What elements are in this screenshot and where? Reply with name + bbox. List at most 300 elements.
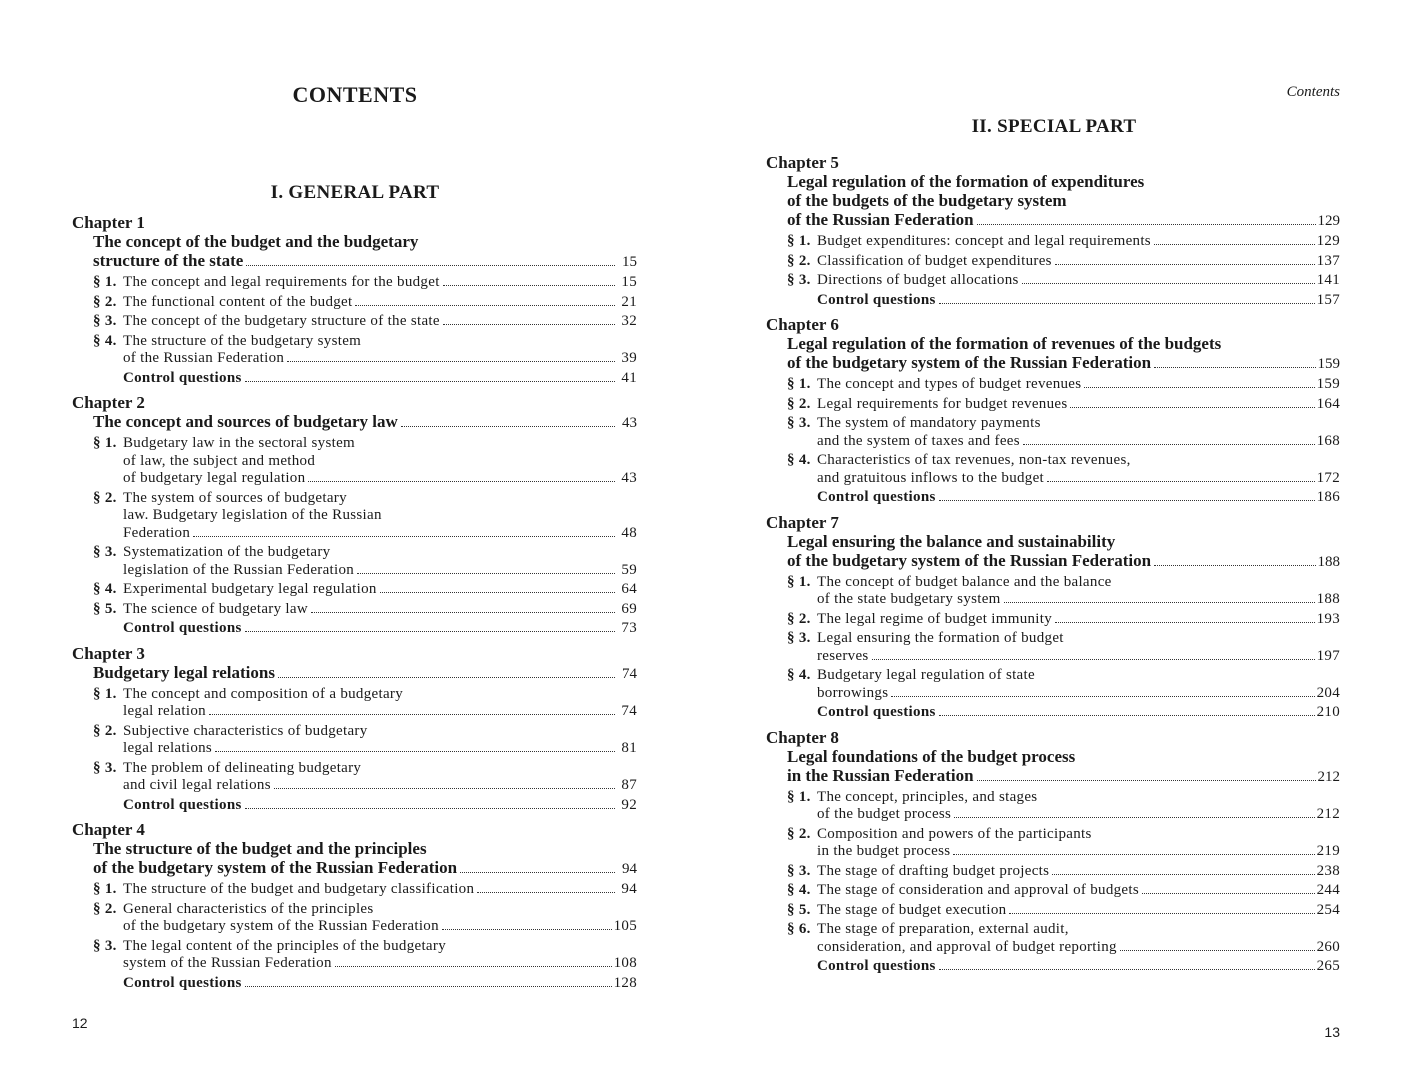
section-entry — [766, 882, 1340, 900]
section-number: § 1. — [93, 881, 117, 897]
toc-line: Legal regulation of the formation of revenues of the budgets — [787, 334, 1222, 353]
section-entry — [766, 376, 1340, 394]
dot-leader — [460, 872, 615, 873]
section-entry — [766, 630, 1340, 665]
dot-leader — [1047, 481, 1315, 482]
dot-leader — [443, 285, 615, 286]
toc-line: Budgetary law in the sectoral system — [123, 435, 355, 451]
toc-line: The concept of budget balance and the balance — [817, 573, 1112, 590]
running-head: Contents — [1286, 84, 1340, 100]
toc-line-text: of the budget process — [817, 806, 952, 822]
toc-line-last — [817, 958, 1340, 976]
page-ref: 212 — [1317, 768, 1340, 785]
chapter-title — [72, 412, 637, 433]
dot-leader — [335, 966, 612, 967]
toc-line: The system of mandatory payments — [817, 415, 1041, 431]
dot-leader — [954, 817, 1314, 818]
toc-line-last — [817, 433, 1340, 451]
toc-line-last — [817, 376, 1340, 394]
toc-line: The system of sources of budgetary — [123, 489, 347, 506]
section-entry — [72, 581, 637, 599]
section-entry — [766, 863, 1340, 881]
toc-line-text: The concept and legal requirements for the budget — [123, 274, 440, 290]
toc-line-last — [123, 581, 637, 599]
toc-line: law. Budgetary legislation of the Russian — [123, 507, 382, 523]
page-ref: 64 — [621, 581, 637, 597]
page-ref: 188 — [1317, 553, 1340, 570]
section-number: § 2. — [93, 900, 117, 917]
toc-line-text: Directions of budget allocations — [817, 272, 1019, 288]
chapter-title — [766, 172, 1340, 231]
toc-line-last — [123, 797, 637, 815]
toc-line-text: legal relations — [123, 740, 213, 756]
section-entry — [766, 902, 1340, 920]
section-entry — [72, 686, 637, 721]
section-number: § 4. — [93, 332, 117, 349]
toc-line-last — [817, 843, 1340, 861]
toc-line-last — [123, 370, 637, 388]
dot-leader — [380, 592, 615, 593]
section-entry — [766, 611, 1340, 629]
toc-line-text: and civil legal relations — [123, 777, 271, 793]
page-ref: 73 — [621, 620, 637, 636]
page-ref: 48 — [621, 524, 637, 541]
toc-line-text: of budgetary legal regulation — [123, 470, 306, 486]
page-ref: 129 — [1316, 233, 1340, 249]
toc-line: Budgetary legal regulation of state — [817, 667, 1035, 683]
page-ref: 212 — [1316, 806, 1340, 822]
control-questions-entry — [766, 489, 1340, 507]
section-number: § 5. — [93, 600, 117, 617]
section-entry — [766, 921, 1340, 956]
dot-leader — [1023, 444, 1315, 445]
toc-line: Composition and powers of the participants — [817, 825, 1092, 842]
chapter-block — [72, 644, 637, 815]
toc-line-last — [93, 858, 637, 879]
toc-line: Legal foundations of the budget process — [787, 746, 1076, 766]
dot-leader — [939, 715, 1315, 716]
toc-line: The structure of the budgetary system — [123, 332, 362, 349]
toc-line-last — [123, 294, 637, 312]
page-number-left: 12 — [72, 1015, 88, 1031]
section-number: § 2. — [787, 395, 811, 412]
chapter-block — [766, 513, 1340, 722]
chapter-number: Chapter 8 — [766, 727, 839, 747]
section-number: § 1. — [93, 435, 117, 451]
toc-line-text: Control questions — [817, 704, 936, 720]
section-entry — [72, 544, 637, 579]
toc-line-text: structure of the state — [93, 251, 244, 270]
toc-line-text: Control questions — [817, 291, 936, 308]
dot-leader — [443, 324, 615, 325]
section-number: § 2. — [93, 722, 117, 739]
dot-leader — [891, 696, 1314, 697]
toc-line-text: of the Russian Federation — [123, 350, 285, 366]
section-entry — [72, 313, 637, 331]
dot-leader — [245, 986, 612, 987]
toc-line-last — [817, 233, 1340, 251]
dot-leader — [1055, 264, 1315, 265]
toc-line-text: The concept of the budgetary structure of the state — [123, 313, 440, 329]
chapter-number: Chapter 7 — [766, 512, 839, 532]
toc-line: The structure of the budget and the principles — [93, 839, 427, 858]
dot-leader — [308, 481, 615, 482]
toc-line-text: consideration, and approval of budget reporting — [817, 938, 1117, 955]
toc-line-text: and the system of taxes and fees — [817, 432, 1020, 449]
toc-line-text: borrowings — [817, 684, 889, 701]
page-ref: 172 — [1316, 469, 1340, 486]
dot-leader — [442, 929, 612, 930]
control-questions-entry — [72, 370, 637, 388]
chapter-block — [72, 393, 637, 638]
section-entry — [766, 789, 1340, 824]
toc-line-text: The functional content of the budget — [123, 293, 353, 310]
section-entry — [766, 396, 1340, 414]
dot-leader — [1084, 387, 1314, 388]
toc-line-text: of the budgetary system of the Russian Federation — [93, 858, 458, 877]
section-entry — [72, 723, 637, 758]
section-number: § 1. — [93, 685, 117, 702]
toc-line-text: Control questions — [123, 796, 242, 813]
toc-line-last — [817, 685, 1340, 703]
section-number: § 2. — [787, 825, 811, 842]
section-entry — [72, 601, 637, 619]
page-ref: 39 — [621, 350, 637, 366]
page-ref: 69 — [621, 600, 637, 617]
toc-line-last — [817, 396, 1340, 414]
dot-leader — [355, 305, 615, 306]
section-number: § 3. — [787, 862, 811, 879]
toc-line-text: Classification of budget expenditures — [817, 252, 1052, 269]
toc-line-last — [123, 470, 637, 488]
page-ref: 87 — [621, 777, 637, 793]
toc-line: Characteristics of tax revenues, non-tax revenues, — [817, 452, 1131, 468]
page-ref: 128 — [613, 974, 637, 991]
toc-line-text: in the budget process — [817, 843, 951, 859]
section-number: § 1. — [787, 573, 811, 590]
control-questions-entry — [766, 292, 1340, 310]
toc-line: of the budgets of the budgetary system — [787, 191, 1067, 210]
dot-leader — [872, 659, 1315, 660]
page-ref: 210 — [1316, 704, 1340, 720]
page-ref: 81 — [621, 740, 637, 756]
toc-line: The concept and composition of a budgetary — [123, 685, 404, 702]
section-number: § 3. — [787, 272, 811, 288]
toc-line-last — [817, 863, 1340, 881]
chapter-number: Chapter 3 — [72, 643, 145, 663]
toc-line-last — [787, 766, 1340, 787]
dot-leader — [287, 361, 615, 362]
toc-line: The problem of delineating budgetary — [123, 759, 362, 776]
dot-leader — [977, 780, 1316, 781]
page-ref: 159 — [1317, 356, 1340, 372]
toc-line-text: Budget expenditures: concept and legal requirements — [817, 233, 1151, 249]
toc-line-text: Experimental budgetary legal regulation — [123, 581, 377, 597]
toc-line-last — [123, 955, 637, 973]
section-number: § 3. — [93, 313, 117, 329]
toc-line-last — [817, 611, 1340, 629]
toc-line-last — [817, 470, 1340, 488]
page-ref: 219 — [1316, 843, 1340, 859]
part-title-general: I. GENERAL PART — [270, 182, 440, 203]
toc-line-text: Control questions — [817, 489, 936, 505]
page-ref: 32 — [621, 313, 637, 329]
section-entry — [766, 253, 1340, 271]
dot-leader — [1154, 367, 1315, 368]
toc-line-last — [817, 253, 1340, 271]
chapter-title — [72, 839, 637, 879]
right-page — [704, 0, 1408, 1080]
page-ref: 204 — [1316, 684, 1340, 701]
chapter-block — [766, 315, 1340, 507]
toc-line-text: reserves — [817, 647, 869, 664]
chapter-title — [766, 334, 1340, 374]
toc-line-last — [123, 350, 637, 368]
section-entry — [766, 826, 1340, 861]
toc-line-text: Control questions — [123, 974, 242, 991]
toc-line-last — [123, 562, 637, 580]
page-ref: 265 — [1316, 958, 1340, 974]
toc-left — [72, 213, 637, 992]
page-ref: 164 — [1316, 395, 1340, 412]
section-number: § 1. — [787, 233, 811, 249]
chapter-number: Chapter 5 — [766, 153, 839, 172]
page-ref: 43 — [621, 470, 637, 486]
dot-leader — [246, 265, 615, 266]
toc-line-text: Federation — [123, 524, 191, 541]
page-ref: 129 — [1317, 213, 1340, 229]
chapter-title — [72, 232, 637, 272]
page-ref: 15 — [622, 254, 637, 270]
section-entry — [72, 760, 637, 795]
chapter-title — [766, 532, 1340, 572]
page-ref: 254 — [1316, 901, 1340, 918]
section-entry — [72, 881, 637, 899]
section-entry — [766, 574, 1340, 609]
toc-line-last — [123, 620, 637, 638]
toc-line-last — [787, 551, 1340, 572]
toc-line-last — [817, 489, 1340, 507]
toc-line-last — [123, 740, 637, 758]
toc-line: The legal content of the principles of the budgetary — [123, 937, 446, 954]
toc-line-last — [817, 272, 1340, 290]
page-number-right: 13 — [1324, 1024, 1340, 1040]
page-ref: 108 — [613, 955, 637, 971]
section-number: § 5. — [787, 901, 811, 918]
toc-line-text: Legal requirements for budget revenues — [817, 395, 1068, 412]
page-ref: 92 — [621, 796, 637, 813]
page-ref: 193 — [1316, 610, 1340, 627]
dot-leader — [209, 714, 615, 715]
chapter-number: Chapter 4 — [72, 820, 145, 839]
toc-line: Legal regulation of the formation of expenditures — [787, 172, 1145, 191]
chapter-block — [72, 213, 637, 387]
section-number: § 4. — [787, 882, 811, 898]
toc-line-last — [123, 975, 637, 993]
toc-line-last — [123, 918, 637, 936]
control-questions-entry — [72, 797, 637, 815]
dot-leader — [357, 573, 615, 574]
control-questions-entry — [766, 958, 1340, 976]
dot-leader — [278, 677, 615, 678]
section-entry — [766, 452, 1340, 487]
section-entry — [766, 667, 1340, 702]
toc-line-text: Control questions — [817, 958, 936, 974]
toc-line-text: The concept and sources of budgetary law — [93, 412, 398, 431]
toc-line-last — [123, 274, 637, 292]
section-entry — [766, 272, 1340, 290]
dot-leader — [1004, 602, 1315, 603]
toc-line: Systematization of the budgetary — [123, 544, 331, 560]
dot-leader — [939, 969, 1315, 970]
dot-leader — [1009, 913, 1314, 914]
section-entry — [72, 274, 637, 292]
part-title-special: II. SPECIAL PART — [971, 116, 1137, 137]
toc-line-last — [93, 663, 637, 684]
page-ref: 260 — [1316, 938, 1340, 955]
dot-leader — [939, 303, 1315, 304]
section-number: § 1. — [93, 274, 117, 290]
toc-line: The concept of the budget and the budgetary — [93, 232, 419, 251]
chapter-title — [72, 663, 637, 684]
toc-line-last — [817, 882, 1340, 900]
toc-line-text: of the state budgetary system — [817, 591, 1001, 607]
chapter-number: Chapter 6 — [766, 315, 839, 334]
section-number: § 1. — [787, 376, 811, 392]
control-questions-entry — [766, 704, 1340, 722]
section-number: § 4. — [93, 581, 117, 597]
section-entry — [72, 333, 637, 368]
section-number: § 6. — [787, 921, 811, 937]
page-ref: 141 — [1316, 272, 1340, 288]
toc-line: Legal ensuring the formation of budget — [817, 630, 1064, 646]
toc-line: Subjective characteristics of budgetary — [123, 722, 368, 739]
page-ref: 105 — [613, 918, 637, 934]
chapter-block — [766, 728, 1340, 976]
section-number: § 4. — [787, 667, 811, 683]
toc-line-text: legislation of the Russian Federation — [123, 561, 355, 578]
dot-leader — [1055, 622, 1315, 623]
toc-line-text: The stage of budget execution — [817, 901, 1007, 918]
page-ref: 137 — [1316, 252, 1340, 269]
toc-line-text: The concept and types of budget revenues — [817, 376, 1082, 392]
dot-leader — [477, 892, 615, 893]
chapter-number: Chapter 1 — [72, 213, 145, 232]
section-number: § 2. — [93, 293, 117, 310]
toc-line-text: of the budgetary system of the Russian Federation — [123, 918, 439, 934]
page-ref: 94 — [622, 861, 637, 877]
toc-line-last — [817, 939, 1340, 957]
control-questions-entry — [72, 620, 637, 638]
toc-line-last — [93, 412, 637, 433]
dot-leader — [1142, 893, 1315, 894]
toc-line-last — [123, 525, 637, 543]
dot-leader — [245, 381, 615, 382]
toc-line-text: of the budgetary system of the Russian Federation — [787, 353, 1152, 372]
toc-line: The stage of preparation, external audit, — [817, 921, 1069, 937]
toc-line-text: and gratuitous inflows to the budget — [817, 469, 1045, 486]
chapter-block — [766, 153, 1340, 309]
toc-line-last — [817, 902, 1340, 920]
toc-line-text: The science of budgetary law — [123, 600, 308, 617]
section-entry — [72, 294, 637, 312]
toc-line-text: The stage of drafting budget projects — [817, 862, 1050, 879]
toc-line-last — [123, 313, 637, 331]
dot-leader — [1154, 565, 1315, 566]
toc-line-last — [817, 806, 1340, 824]
toc-line-text: legal relation — [123, 703, 206, 719]
page-ref: 59 — [621, 561, 637, 578]
dot-leader — [215, 751, 615, 752]
toc-line-last — [787, 353, 1340, 374]
page-ref: 188 — [1316, 591, 1340, 607]
section-entry — [766, 233, 1340, 251]
toc-line-last — [787, 210, 1340, 231]
page-ref: 74 — [621, 703, 637, 719]
dot-leader — [1022, 283, 1315, 284]
toc-line-text: Control questions — [123, 369, 242, 386]
chapter-number: Chapter 2 — [72, 393, 145, 412]
page-ref: 186 — [1316, 489, 1340, 505]
section-number: § 2. — [787, 610, 811, 627]
toc-line-last — [817, 648, 1340, 666]
chapter-block — [72, 820, 637, 992]
dot-leader — [401, 426, 615, 427]
toc-line-last — [123, 601, 637, 619]
page-ref: 168 — [1316, 432, 1340, 449]
section-entry — [766, 415, 1340, 450]
page-ref: 41 — [621, 369, 637, 386]
toc-line-text: of the budgetary system of the Russian Federation — [787, 550, 1152, 570]
dot-leader — [1154, 244, 1315, 245]
dot-leader — [274, 788, 615, 789]
page-ref: 238 — [1316, 862, 1340, 879]
section-entry — [72, 938, 637, 973]
toc-line-last — [817, 704, 1340, 722]
section-number: § 3. — [93, 544, 117, 560]
section-entry — [72, 435, 637, 488]
page-ref: 43 — [622, 415, 637, 431]
page-ref: 15 — [621, 274, 637, 290]
dot-leader — [977, 224, 1316, 225]
toc-line-text: Control questions — [123, 620, 242, 636]
toc-line: General characteristics of the principles — [123, 900, 374, 917]
page-ref: 94 — [621, 881, 637, 897]
dot-leader — [311, 612, 615, 613]
section-number: § 3. — [787, 415, 811, 431]
section-number: § 3. — [787, 630, 811, 646]
chapter-title — [766, 747, 1340, 787]
toc-line-text: The stage of consideration and approval of budgets — [817, 882, 1139, 898]
dot-leader — [1070, 407, 1314, 408]
section-number: § 1. — [787, 788, 811, 805]
page-ref: 74 — [622, 665, 637, 682]
section-entry — [72, 490, 637, 543]
section-entry — [72, 901, 637, 936]
toc-line-text: The legal regime of budget immunity — [817, 610, 1053, 627]
contents-title: CONTENTS — [292, 82, 418, 107]
toc-line-last — [123, 703, 637, 721]
dot-leader — [953, 854, 1314, 855]
dot-leader — [193, 536, 615, 537]
control-questions-entry — [72, 975, 637, 993]
section-number: § 2. — [93, 489, 117, 506]
toc-line-text: system of the Russian Federation — [123, 955, 332, 971]
toc-line-text: Budgetary legal relations — [93, 662, 275, 682]
page-ref: 197 — [1316, 647, 1340, 664]
toc-line: The concept, principles, and stages — [817, 788, 1038, 805]
section-number: § 4. — [787, 452, 811, 468]
